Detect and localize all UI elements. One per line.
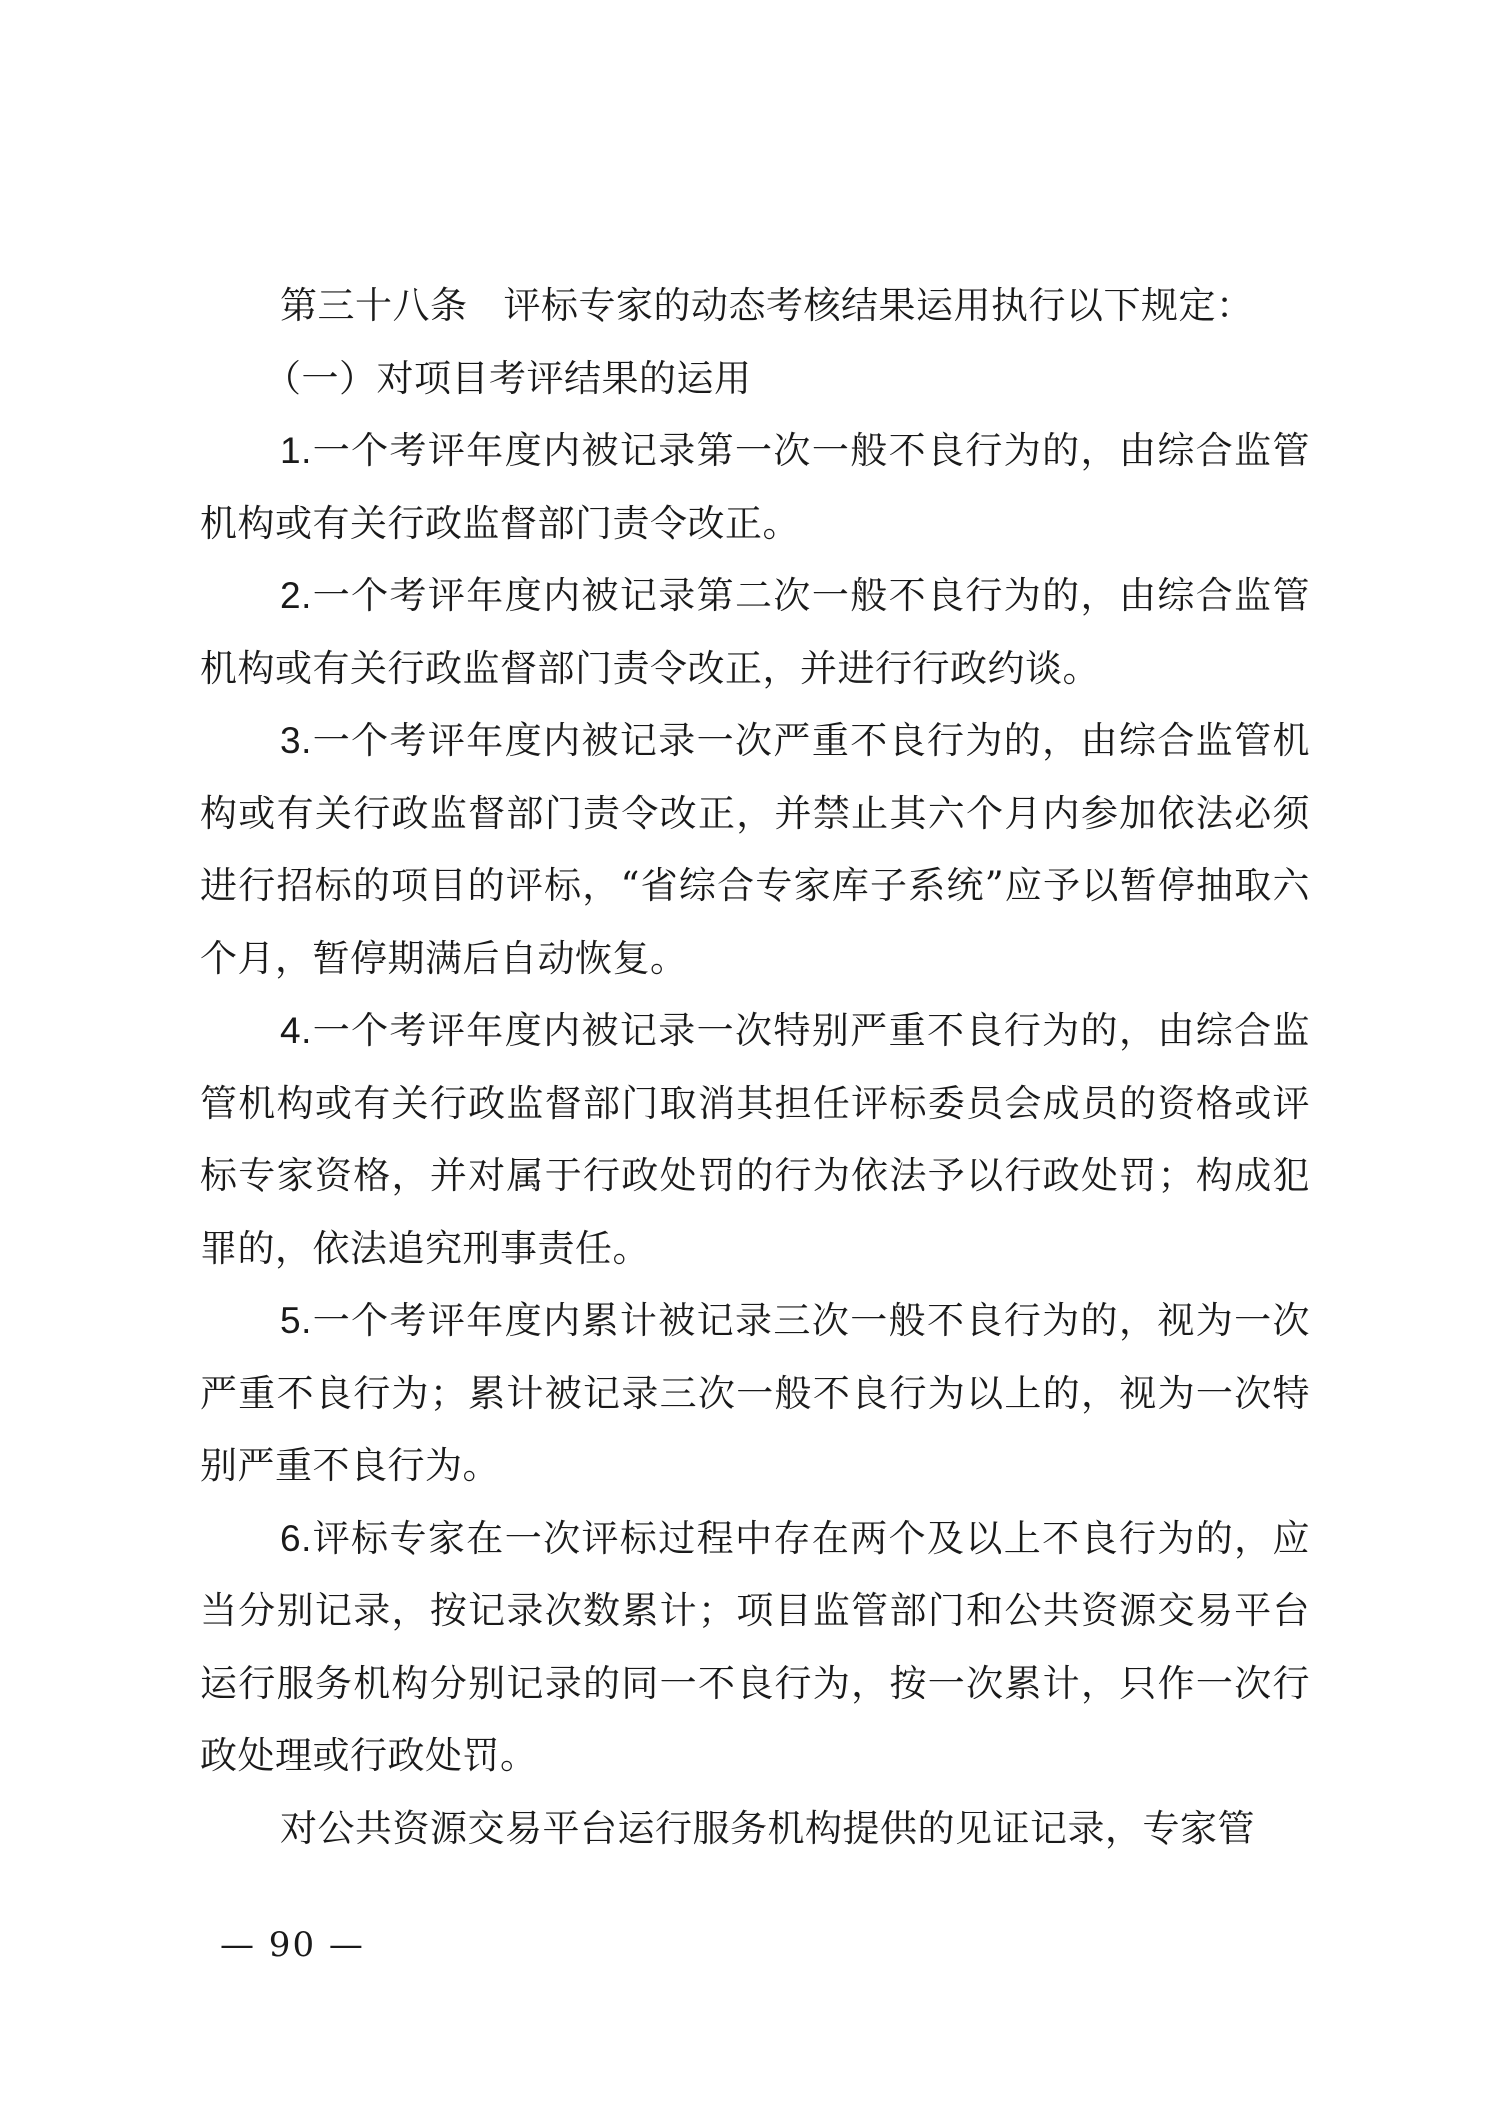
article-intro: 评标专家的动态考核结果运用执行以下规定：: [503, 284, 1254, 327]
item-number: 6.: [280, 1517, 312, 1559]
item-1: [200, 415, 1310, 560]
page-number: — 90 —: [220, 1925, 365, 1965]
article-heading: 第三十八条: [280, 284, 468, 327]
item-text: 评标专家在一次评标过程中存在两个及以上不良行为的，应当分别记录，按记录次数累计；项目监管部门和公共资源交易平台运行服务机构分别记录的同一不良行为，按一次累计，只作一次行政处理或行政处罚。: [200, 1516, 1310, 1777]
item-text: 一个考评年度内累计被记录三次一般不良行为的，视为一次严重不良行为；累计被记录三次一般不良行为以上的，视为一次特别严重不良行为。: [200, 1299, 1310, 1487]
item-5: [200, 1285, 1310, 1503]
document-body: [200, 270, 1310, 1865]
item-text: 一个考评年度内被记录一次严重不良行为的，由综合监管机构或有关行政监督部门责令改正，并禁止其六个月内参加依法必须进行招标的项目的评标，“省综合专家库子系统”应予以暂停抽取六个月，暂停期满后自动恢复。: [200, 719, 1310, 980]
item-text: 一个考评年度内被记录第二次一般不良行为的，由综合监管机构或有关行政监督部门责令改正，并进行行政约谈。: [200, 574, 1310, 690]
item-3: [200, 705, 1310, 995]
item-number: 2.: [280, 575, 312, 616]
item-2: [200, 560, 1310, 705]
item-text: 一个考评年度内被记录一次特别严重不良行为的，由综合监管机构或有关行政监督部门取消其担任评标委员会成员的资格或评标专家资格，并对属于行政处罚的行为依法予以行政处罚；构成犯罪的，依法追究刑事责任。: [200, 1009, 1310, 1270]
item-number: 1.: [280, 430, 312, 471]
section-heading: （一）对项目考评结果的运用: [264, 356, 752, 400]
item-number: 5.: [280, 1300, 312, 1341]
item-6: [200, 1503, 1310, 1793]
item-text: 一个考评年度内被记录第一次一般不良行为的，由综合监管机构或有关行政监督部门责令改正。: [200, 429, 1310, 545]
article-38-paragraph: [200, 270, 1310, 343]
item-4: [200, 995, 1310, 1285]
item-number: 4.: [280, 1010, 312, 1051]
item-number: 3.: [280, 720, 312, 761]
closing-paragraph: 对公共资源交易平台运行服务机构提供的见证记录，专家管: [280, 1806, 1255, 1850]
